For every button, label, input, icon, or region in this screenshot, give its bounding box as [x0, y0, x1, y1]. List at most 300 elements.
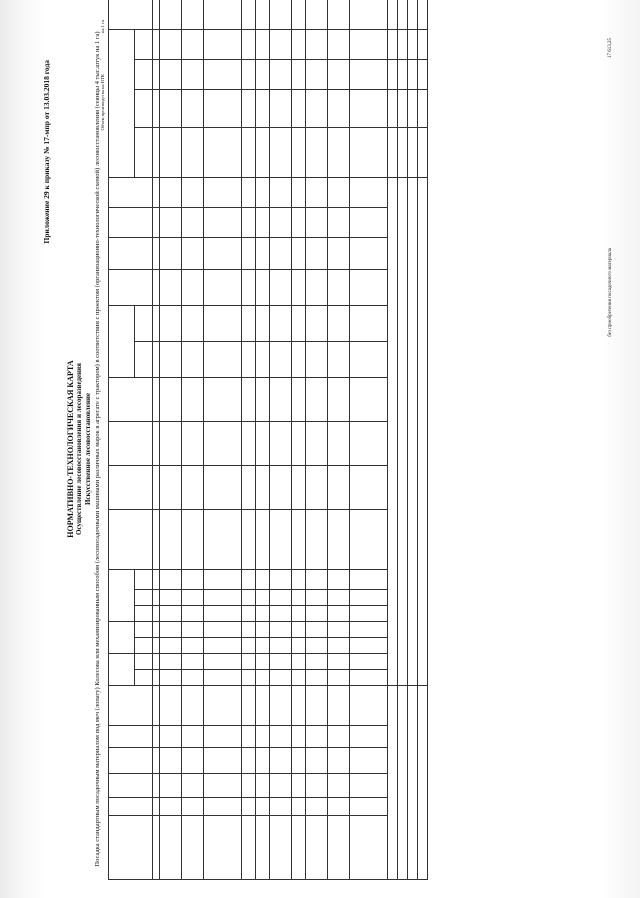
table-cell — [153, 748, 160, 774]
table-cell — [160, 606, 182, 622]
header-cell — [109, 570, 135, 622]
table-cell — [292, 726, 306, 748]
table-cell — [388, 30, 398, 60]
header-cell — [109, 654, 135, 686]
header-cell — [135, 638, 153, 654]
table-cell — [153, 774, 160, 798]
table-cell — [160, 510, 182, 570]
header-cell — [135, 670, 153, 686]
header-cell — [135, 30, 153, 60]
table-cell — [242, 342, 256, 378]
total-row — [418, 0, 428, 880]
table-cell — [292, 466, 306, 510]
table-cell — [242, 422, 256, 466]
table-cell — [350, 622, 388, 638]
table-cell — [153, 178, 160, 208]
volume-label-text: Объем производства на НТК — [100, 74, 105, 131]
table-cell — [408, 90, 418, 128]
table-cell — [160, 90, 182, 128]
table-cell — [328, 654, 350, 670]
table-cell — [306, 622, 328, 638]
table-cell — [408, 178, 418, 686]
table-cell — [204, 270, 242, 306]
table-cell — [256, 798, 270, 816]
table-header-row — [109, 0, 135, 880]
footer-right: 17 613,25 — [608, 38, 613, 58]
table-cell — [306, 178, 328, 208]
header-cell — [109, 466, 153, 510]
table-cell — [306, 774, 328, 798]
table-cell — [204, 60, 242, 90]
table-cell — [242, 570, 256, 590]
table-cell — [398, 686, 408, 880]
table-cell — [153, 606, 160, 622]
header-cell — [109, 726, 153, 748]
table-cell — [182, 570, 204, 590]
table-cell — [306, 670, 328, 686]
table-cell — [182, 0, 204, 30]
header-cell — [109, 306, 135, 378]
table-cell — [306, 466, 328, 510]
table-cell — [242, 178, 256, 208]
table-cell — [160, 670, 182, 686]
table-cell — [204, 774, 242, 798]
table-cell — [328, 30, 350, 60]
table-cell — [350, 306, 388, 342]
table-cell — [270, 238, 292, 270]
table-cell — [256, 208, 270, 238]
table-cell — [182, 90, 204, 128]
table-cell — [160, 638, 182, 654]
table-cell — [292, 422, 306, 466]
table-cell — [204, 208, 242, 238]
table-cell — [153, 726, 160, 748]
table-cell — [256, 306, 270, 342]
table-cell — [306, 90, 328, 128]
table-cell — [270, 638, 292, 654]
table-cell — [306, 638, 328, 654]
table-cell — [306, 798, 328, 816]
table-cell — [328, 570, 350, 590]
table-cell — [242, 774, 256, 798]
table-cell — [270, 342, 292, 378]
table-cell — [160, 378, 182, 422]
table-cell — [328, 774, 350, 798]
footer-left: без приобретения посадочного материала — [608, 248, 613, 337]
table-cell — [242, 726, 256, 748]
table-cell — [182, 622, 204, 638]
table-cell — [204, 590, 242, 606]
table-cell — [242, 0, 256, 30]
table-cell — [160, 748, 182, 774]
table-cell — [350, 238, 388, 270]
table-cell — [398, 30, 408, 60]
table-cell — [350, 378, 388, 422]
table-cell — [328, 60, 350, 90]
table-cell — [306, 570, 328, 590]
table-cell — [328, 208, 350, 238]
table-cell — [256, 270, 270, 306]
table-cell — [256, 0, 270, 30]
table-cell — [153, 0, 160, 30]
table-cell — [153, 378, 160, 422]
table-cell — [153, 306, 160, 342]
table-cell — [350, 606, 388, 622]
table-row — [160, 0, 182, 880]
table-cell — [256, 238, 270, 270]
table-cell — [256, 422, 270, 466]
header-cell — [109, 0, 153, 30]
title-block — [66, 0, 102, 898]
volume-label-unit: на 1 га — [100, 20, 105, 34]
header-cell — [109, 798, 153, 816]
norm-table — [108, 0, 428, 880]
table-cell — [292, 774, 306, 798]
table-cell — [182, 60, 204, 90]
header-cell — [135, 306, 153, 342]
table-cell — [350, 128, 388, 178]
table-cell — [398, 90, 408, 128]
table-cell — [328, 378, 350, 422]
table-cell — [306, 30, 328, 60]
table-cell — [328, 422, 350, 466]
table-cell — [182, 816, 204, 880]
table-cell — [160, 422, 182, 466]
table-cell — [160, 816, 182, 880]
table-cell — [292, 798, 306, 816]
table-cell — [153, 30, 160, 60]
page-title: НОРМАТИВНО-ТЕХНОЛОГИЧЕСКАЯ КАРТА — [66, 360, 75, 538]
table-cell — [242, 670, 256, 686]
table-cell — [292, 342, 306, 378]
header-cell — [109, 686, 153, 726]
table-cell — [182, 238, 204, 270]
table-cell — [256, 128, 270, 178]
table-cell — [292, 270, 306, 306]
table-cell — [270, 670, 292, 686]
table-cell — [160, 178, 182, 208]
table-cell — [350, 466, 388, 510]
table-cell — [388, 90, 398, 128]
table-cell — [160, 570, 182, 590]
table-cell — [153, 90, 160, 128]
table-cell — [270, 270, 292, 306]
table-cell — [182, 748, 204, 774]
header-cell — [135, 60, 153, 90]
table-cell — [328, 686, 350, 726]
table-cell — [292, 748, 306, 774]
table-cell — [328, 638, 350, 654]
table-cell — [204, 622, 242, 638]
table-cell — [242, 638, 256, 654]
table-cell — [256, 622, 270, 638]
subtitle-2: Искусственное лесовосстановление — [84, 393, 92, 506]
table-cell — [204, 670, 242, 686]
table-cell — [388, 128, 398, 178]
table-cell — [182, 590, 204, 606]
table-cell — [204, 638, 242, 654]
table-cell — [182, 270, 204, 306]
table-cell — [398, 178, 408, 686]
table-cell — [153, 670, 160, 686]
table-cell — [204, 422, 242, 466]
table-cell — [204, 726, 242, 748]
table-cell — [242, 606, 256, 622]
table-cell — [306, 342, 328, 378]
table-cell — [350, 590, 388, 606]
table-cell — [328, 622, 350, 638]
table-cell — [160, 590, 182, 606]
table-cell — [328, 342, 350, 378]
table-cell — [306, 238, 328, 270]
table-cell — [292, 178, 306, 208]
table-cell — [418, 178, 428, 686]
header-cell — [135, 654, 153, 670]
table-cell — [388, 178, 398, 686]
header-cell — [109, 178, 153, 208]
table-cell — [270, 570, 292, 590]
table-cell — [160, 306, 182, 342]
table-cell — [256, 590, 270, 606]
table-cell — [204, 90, 242, 128]
table-cell — [256, 342, 270, 378]
table-cell — [418, 30, 428, 60]
table-cell — [418, 60, 428, 90]
table-cell — [408, 60, 418, 90]
table-cell — [160, 686, 182, 726]
table-cell — [306, 60, 328, 90]
table-cell — [350, 638, 388, 654]
table-cell — [153, 342, 160, 378]
table-cell — [328, 0, 350, 30]
table-cell — [292, 90, 306, 128]
table-cell — [306, 270, 328, 306]
table-cell — [160, 622, 182, 638]
table-cell — [292, 238, 306, 270]
table-cell — [182, 208, 204, 238]
table-cell — [270, 686, 292, 726]
header-cell — [135, 570, 153, 590]
table-cell — [398, 60, 408, 90]
table-cell — [418, 686, 428, 880]
table-cell — [270, 60, 292, 90]
total-row — [388, 0, 398, 880]
table-cell — [270, 466, 292, 510]
header-cell — [109, 30, 135, 178]
table-cell — [270, 90, 292, 128]
table-cell — [270, 208, 292, 238]
table-cell — [242, 622, 256, 638]
header-cell — [135, 590, 153, 606]
table-cell — [270, 378, 292, 422]
table-cell — [153, 638, 160, 654]
table-cell — [408, 30, 418, 60]
table-cell — [153, 238, 160, 270]
table-cell — [153, 510, 160, 570]
table-cell — [153, 622, 160, 638]
table-cell — [242, 798, 256, 816]
table-cell — [270, 726, 292, 748]
total-row — [398, 0, 408, 880]
table-cell — [204, 654, 242, 670]
table-cell — [270, 510, 292, 570]
table-cell — [153, 60, 160, 90]
table-cell — [292, 128, 306, 178]
table-cell — [292, 510, 306, 570]
table-row — [292, 0, 306, 880]
table-cell — [256, 60, 270, 90]
table-cell — [408, 128, 418, 178]
table-cell — [204, 606, 242, 622]
table-cell — [388, 686, 398, 880]
table-cell — [204, 342, 242, 378]
table-cell — [328, 816, 350, 880]
table-cell — [160, 466, 182, 510]
header-cell — [109, 422, 153, 466]
table-row — [256, 0, 270, 880]
total-row — [408, 0, 418, 880]
table-cell — [350, 270, 388, 306]
table-cell — [292, 306, 306, 342]
table-cell — [160, 774, 182, 798]
table-cell — [292, 60, 306, 90]
table-cell — [408, 686, 418, 880]
table-cell — [270, 798, 292, 816]
table-cell — [153, 270, 160, 306]
table-cell — [328, 238, 350, 270]
table-cell — [270, 774, 292, 798]
table-cell — [270, 178, 292, 208]
table-cell — [292, 816, 306, 880]
table-cell — [350, 342, 388, 378]
table-cell — [182, 686, 204, 726]
table-cell — [153, 466, 160, 510]
table-cell — [242, 590, 256, 606]
table-cell — [256, 774, 270, 798]
table-cell — [350, 654, 388, 670]
table-cell — [182, 422, 204, 466]
table-cell — [256, 726, 270, 748]
table-cell — [306, 208, 328, 238]
table-cell — [418, 128, 428, 178]
table-cell — [306, 422, 328, 466]
table-cell — [306, 510, 328, 570]
table-cell — [292, 30, 306, 60]
header-cell — [109, 748, 153, 774]
table-cell — [256, 378, 270, 422]
table-cell — [292, 654, 306, 670]
table-cell — [328, 748, 350, 774]
table-cell — [242, 306, 256, 342]
header-cell — [109, 208, 153, 238]
table-cell — [270, 30, 292, 60]
column-number-row — [153, 0, 160, 880]
table-cell — [160, 208, 182, 238]
table-cell — [270, 306, 292, 342]
page-content — [22, 0, 622, 898]
table-cell — [418, 90, 428, 128]
header-cell — [109, 238, 153, 270]
table-cell — [182, 510, 204, 570]
table-cell — [292, 638, 306, 654]
table-cell — [182, 774, 204, 798]
table-cell — [153, 208, 160, 238]
table-cell — [292, 570, 306, 590]
subtitle-1: Осуществление лесовосстановления и лесоразведения — [75, 363, 83, 535]
table-cell — [204, 798, 242, 816]
table-cell — [306, 378, 328, 422]
table-cell — [256, 748, 270, 774]
table-cell — [328, 90, 350, 128]
table-cell — [182, 798, 204, 816]
header-cell — [109, 378, 153, 422]
table-cell — [328, 606, 350, 622]
table-cell — [306, 816, 328, 880]
header-cell — [135, 90, 153, 128]
header-cell — [109, 774, 153, 798]
table-cell — [160, 0, 182, 30]
table-cell — [182, 306, 204, 342]
table-cell — [306, 686, 328, 726]
table-row — [328, 0, 350, 880]
table-row — [182, 0, 204, 880]
table-cell — [182, 606, 204, 622]
table-cell — [350, 90, 388, 128]
table-cell — [256, 178, 270, 208]
table-cell — [153, 654, 160, 670]
table-cell — [292, 0, 306, 30]
table-cell — [350, 570, 388, 590]
table-cell — [388, 60, 398, 90]
header-cell — [109, 622, 135, 654]
table-cell — [270, 128, 292, 178]
table-cell — [204, 0, 242, 30]
table-cell — [204, 748, 242, 774]
table-cell — [350, 208, 388, 238]
table-cell — [328, 798, 350, 816]
table-cell — [418, 0, 428, 30]
header-cell — [135, 342, 153, 378]
table-row — [306, 0, 328, 880]
table-cell — [242, 686, 256, 726]
table-row — [242, 0, 256, 880]
table-cell — [204, 466, 242, 510]
table-cell — [350, 30, 388, 60]
table-cell — [160, 342, 182, 378]
table-cell — [306, 0, 328, 30]
table-cell — [398, 128, 408, 178]
table-cell — [328, 670, 350, 686]
header-cell — [109, 270, 153, 306]
table-cell — [242, 654, 256, 670]
table-row — [270, 0, 292, 880]
table-cell — [182, 128, 204, 178]
table-cell — [350, 798, 388, 816]
table-cell — [398, 0, 408, 30]
table-cell — [160, 238, 182, 270]
table-cell — [256, 654, 270, 670]
rotated-page — [22, 0, 622, 898]
table-cell — [160, 60, 182, 90]
table-cell — [153, 798, 160, 816]
table-cell — [292, 208, 306, 238]
table-cell — [292, 590, 306, 606]
table-cell — [153, 590, 160, 606]
table-cell — [306, 590, 328, 606]
table-cell — [306, 606, 328, 622]
table-cell — [270, 816, 292, 880]
table-cell — [160, 726, 182, 748]
